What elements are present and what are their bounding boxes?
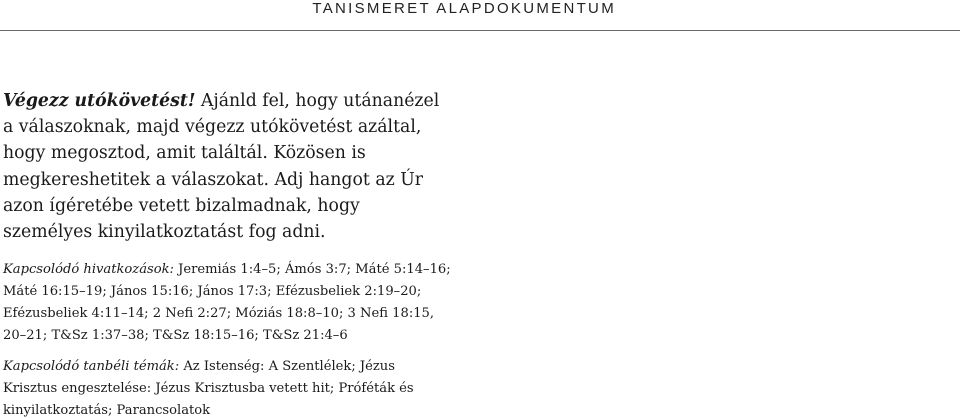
related-doctrinal-topics — [3, 356, 453, 418]
related-references — [3, 259, 453, 346]
related-references-label: Kapcsolódó hivatkozások: — [3, 262, 174, 278]
follow-up-paragraph — [3, 88, 453, 245]
document-title: TANISMERET ALAPDOKUMENTUM — [312, 0, 616, 17]
related-topics-label: Kapcsolódó tanbéli témák: — [3, 359, 180, 375]
related-topics-text: Az Istenség: A Szentlélek; Jézus Krisztus engesztelése: Jézus Krisztusba vetett hit; Próféták és kinyilatkoztatás; Parancsolatok — [3, 359, 414, 418]
follow-up-text: Ajánld fel, hogy utánanézel a válaszoknak, majd végezz utókövetést azáltal, hogy megosztod, amit találtál. Közösen is megkereshetitek a válaszokat. Adj hangot az Úr azon ígéretébe vetett bizalmadnak, hogy személyes kinyilatkoztatást fog adni. — [3, 91, 440, 243]
running-header — [0, 0, 960, 31]
document-body — [3, 88, 453, 418]
related-references-text: Jeremiás 1:4–5; Ámós 3:7; Máté 5:14–16; Máté 16:15–19; János 15:16; János 17:3; Efézusbeliek 2:19–20; Efézusbeliek 4:11–14; 2 Nefi 2:27; Móziás 18:8–10; 3 Nefi 18:15, 20–21; T&Sz 1:37–38; T&Sz 18:15–16; T&Sz 21:4–6 — [3, 262, 451, 343]
follow-up-heading: Végezz utókövetést! — [3, 91, 196, 111]
